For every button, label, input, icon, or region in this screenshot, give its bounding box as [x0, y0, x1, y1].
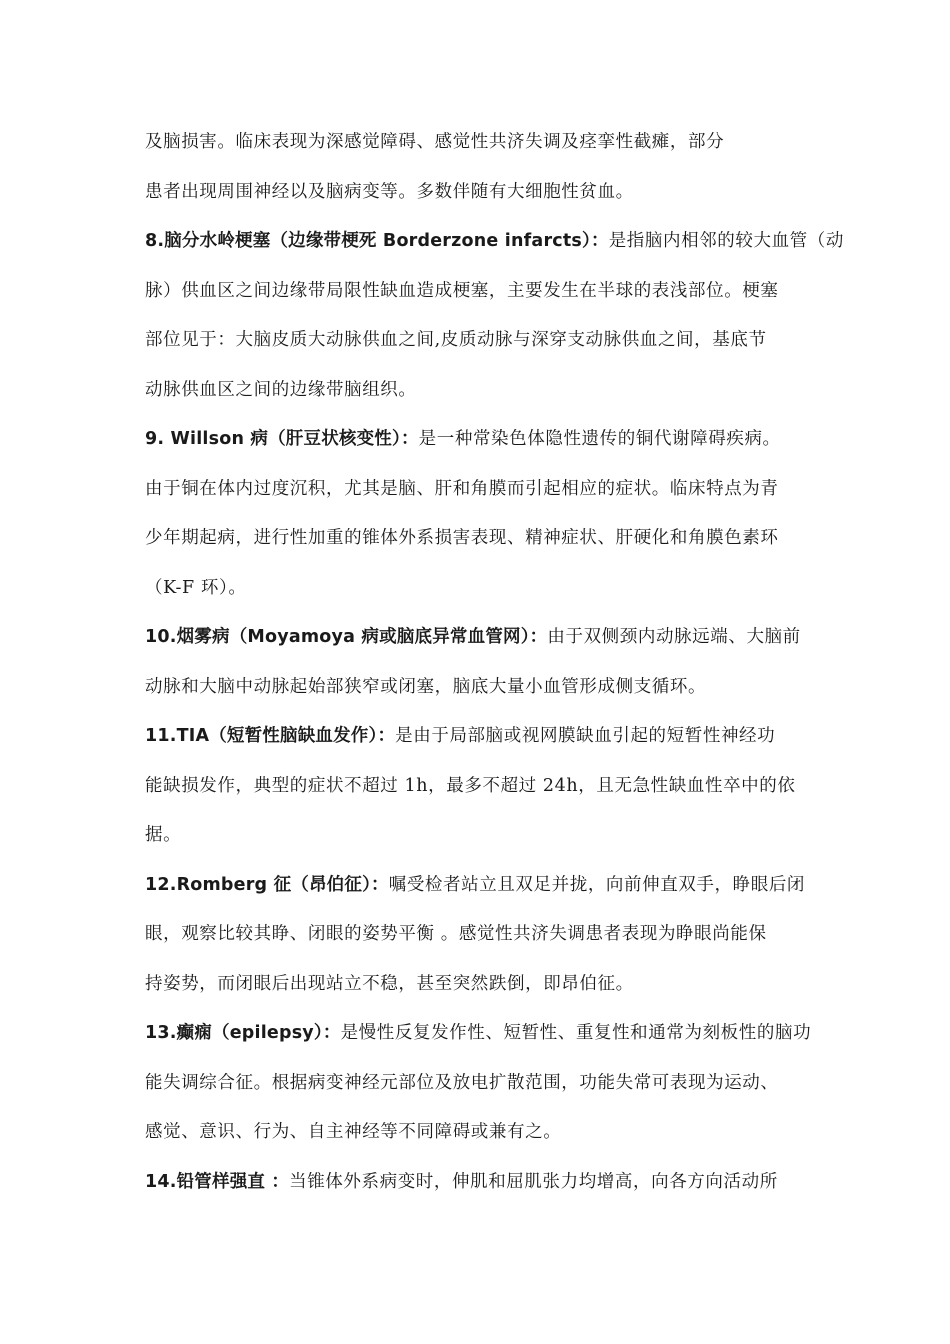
text-line — [145, 168, 815, 218]
line-text: 由于铜在体内过度沉积，尤其是脑、肝和角膜而引起相应的症状。临床特点为青 — [145, 478, 779, 499]
line-text: 据。 — [145, 825, 182, 845]
line-text: 少年期起病，进行性加重的锥体外系损害表现、精神症状、肝硬化和角膜色素环 — [145, 528, 779, 548]
text-line — [145, 1158, 815, 1208]
text-line — [145, 960, 815, 1010]
line-text: 是一种常染色体隐性遗传的铜代谢障碍疾病。 — [418, 429, 781, 449]
term-heading: 8.脑分水岭梗塞（边缘带梗死 Borderzone infarcts）： — [145, 231, 609, 251]
text-line — [145, 1009, 815, 1059]
line-text: 能失调综合征。根据病变神经元部位及放电扩散范围，功能失常可表现为运动、 — [145, 1072, 779, 1093]
line-text: 感觉、意识、行为、自主神经等不同障碍或兼有之。 — [145, 1122, 562, 1142]
line-text: 由于双侧颈内动脉远端、大脑前 — [547, 627, 801, 647]
line-text: 是慢性反复发作性、短暂性、重复性和通常为刻板性的脑功 — [340, 1023, 812, 1043]
line-text: 是指脑内相邻的较大血管（动 — [608, 231, 844, 251]
line-text: 能缺损发作，典型的症状不超过 1h，最多不超过 24h，且无急性缺血性卒中的依 — [145, 775, 796, 796]
line-text: 当锥体外系病变时，伸肌和屈肌张力均增高，向各方向活动所 — [289, 1171, 778, 1192]
text-line — [145, 910, 815, 960]
text-line — [145, 366, 815, 416]
text-line — [145, 811, 815, 861]
text-line — [145, 712, 815, 762]
line-text: （K-F 环）。 — [145, 577, 247, 598]
line-text: 持姿势，而闭眼后出现站立不稳，甚至突然跌倒，即昂伯征。 — [145, 973, 634, 994]
line-text: 嘱受检者站立且双足并拢，向前伸直双手，睁眼后闭 — [388, 874, 806, 895]
text-line — [145, 267, 815, 317]
text-line — [145, 465, 815, 515]
text-line — [145, 613, 815, 663]
text-line — [145, 564, 815, 614]
term-heading: 14.铅管样强直 ： — [145, 1171, 290, 1192]
text-line — [145, 217, 844, 267]
text-line — [145, 1059, 815, 1109]
line-text: 动脉和大脑中动脉起始部狭窄或闭塞，脑底大量小血管形成侧支循环。 — [145, 676, 707, 697]
document-page — [145, 118, 844, 1207]
term-heading: 12.Romberg 征（昂伯征）： — [145, 874, 389, 895]
term-heading: 11.TIA（短暂性脑缺血发作）： — [145, 726, 396, 746]
text-line — [145, 118, 815, 168]
line-text: 动脉供血区之间的边缘带脑组织。 — [145, 379, 417, 400]
text-line — [145, 762, 815, 812]
text-line — [145, 861, 815, 911]
text-line — [145, 514, 815, 564]
line-text: 部位见于：大脑皮质大动脉供血之间,皮质动脉与深穿支动脉供血之间，基底节 — [145, 330, 767, 350]
term-heading: 10.烟雾病（Moyamoya 病或脑底异常血管网）： — [145, 627, 548, 647]
text-line — [145, 1108, 815, 1158]
text-line — [145, 316, 815, 366]
line-text: 眼，观察比较其睁、闭眼的姿势平衡 。感觉性共济失调患者表现为睁眼尚能保 — [145, 924, 767, 944]
line-text: 是由于局部脑或视网膜缺血引起的短暂性神经功 — [395, 726, 776, 746]
line-text: 脉）供血区之间边缘带局限性缺血造成梗塞，主要发生在半球的表浅部位。梗塞 — [145, 280, 779, 301]
line-text: 及脑损害。临床表现为深感觉障碍、感觉性共济失调及痉挛性截瘫，部分 — [145, 132, 725, 152]
term-heading: 9. Willson 病（肝豆状核变性）： — [145, 429, 419, 449]
term-heading: 13.癫痫（epilepsy）： — [145, 1023, 341, 1043]
text-line — [145, 663, 815, 713]
text-line — [145, 415, 815, 465]
line-text: 患者出现周围神经以及脑病变等。多数伴随有大细胞性贫血。 — [145, 181, 634, 202]
